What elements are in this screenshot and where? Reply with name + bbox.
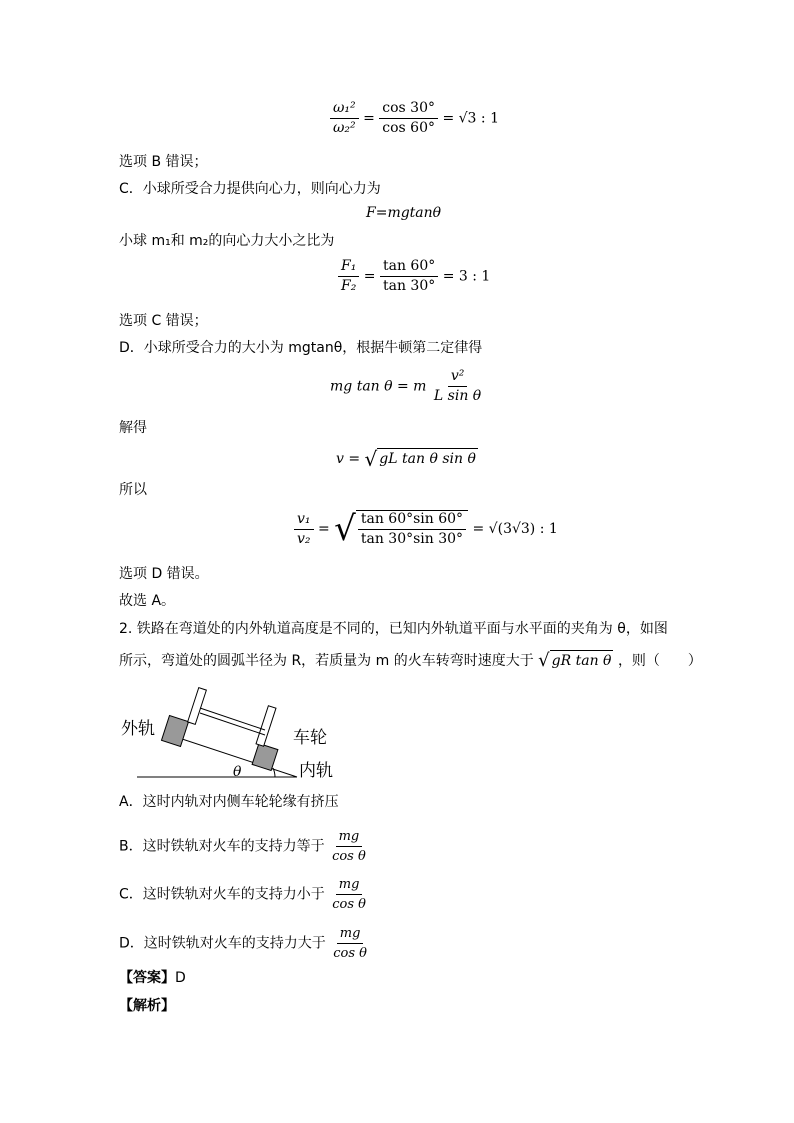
answer-label: 【答案】	[119, 970, 175, 986]
fraction	[294, 511, 314, 548]
square-root: √ gL tan θ sin θ	[364, 447, 476, 471]
denominator: cos θ	[333, 946, 367, 961]
text-line: 小球 m₁和 m₂的向心力大小之比为	[119, 233, 335, 249]
fraction	[329, 828, 369, 865]
numerator: mg	[337, 925, 364, 944]
text-line: 故选 A。	[119, 593, 176, 609]
result: = 3 : 1	[442, 268, 491, 285]
radicand: gR tan θ	[550, 650, 614, 672]
label-outer-rail: 外轨	[121, 719, 155, 738]
formula-newton	[330, 368, 484, 405]
result: = √(3√3) : 1	[472, 521, 558, 537]
question-text-part: 所示，弯道处的圆弧半径为 R，若质量为 m 的火车转弯时速度大于	[119, 653, 534, 669]
text-line: 选项 B 错误；	[119, 154, 208, 170]
text-line: C．小球所受合力提供向心力，则向心力为	[119, 181, 381, 197]
wheel-post-left	[188, 688, 207, 725]
denominator: tan 30°sin 30°	[360, 531, 464, 547]
text-line: 解得	[119, 420, 147, 436]
option-d	[119, 925, 370, 962]
analysis-line	[119, 996, 175, 1016]
numerator: tan 60°sin 60°	[358, 511, 466, 530]
question-text: 2. 铁路在弯道处的内外轨道高度是不同的，已知内外轨道平面与水平面的夹角为 θ，如图	[119, 621, 668, 637]
question-text	[119, 650, 702, 672]
numerator: v₁	[294, 511, 314, 530]
fraction	[330, 925, 370, 962]
axle	[200, 713, 265, 735]
text-line: D．小球所受合力的大小为 mgtanθ，根据牛顿第二定律得	[119, 340, 483, 356]
railway-figure	[115, 684, 355, 784]
option-text: D．这时铁轨对火车的支持力大于	[119, 935, 326, 952]
fraction	[358, 511, 466, 548]
text-line: 选项 C 错误；	[119, 313, 208, 329]
denominator: tan 30°	[382, 278, 436, 294]
label-inner-rail: 内轨	[299, 761, 333, 780]
track-slope	[167, 734, 297, 777]
numerator: mg	[336, 828, 363, 847]
square-root: √ $\frac{\tan 60^\circ\sin 60^\circ}{\tan 30^\circ\sin 30^\circ}$	[334, 510, 468, 548]
formula-omega-ratio	[330, 100, 499, 137]
denominator: cos θ	[332, 849, 366, 864]
numerator: ω₁²	[330, 100, 359, 119]
result: = √3 : 1	[442, 110, 499, 127]
denominator: v₂	[297, 530, 311, 547]
axle	[200, 708, 265, 730]
denominator: L sin θ	[433, 388, 482, 404]
formula-force-ratio: $\frac{\text{F₁}}{\text{F₂}}$ = $\frac{\tan 60^\circ}{\tan 30^\circ}$ = 3 : 1	[338, 258, 490, 295]
option-c	[119, 876, 369, 913]
numerator: F₁	[338, 258, 359, 277]
numerator: mg	[336, 876, 363, 895]
denominator: cos 60°	[382, 120, 435, 136]
denominator: F₂	[341, 278, 357, 294]
lhs: v =	[336, 451, 361, 467]
numerator: cos 30°	[379, 100, 438, 119]
numerator: tan 60°	[380, 258, 438, 277]
wheel-post-right	[256, 706, 276, 747]
fraction	[431, 368, 484, 405]
equals: =	[363, 110, 375, 127]
option-text: B．这时铁轨对火车的支持力等于	[119, 838, 325, 855]
square-root: √ gR tan θ	[538, 650, 612, 671]
fraction	[338, 258, 359, 295]
label-wheel: 车轮	[293, 728, 327, 747]
option-text: C．这时铁轨对火车的支持力小于	[119, 886, 325, 903]
option-b	[119, 828, 369, 865]
text-line: 选项 D 错误。	[119, 566, 209, 582]
formula-velocity-ratio: $\frac{\text{v₁}}{\text{v₂}}$ = √ $\frac{\tan 60^\circ\sin 60^\circ}{\tan 30^\circ\sin 30^\circ}$ = √(3√3) : 1	[294, 510, 558, 548]
outer-rail	[161, 716, 188, 747]
text-line: 所以	[119, 482, 147, 498]
fraction	[380, 258, 438, 295]
lhs: mg tan θ = m	[330, 378, 427, 395]
answer-line	[119, 968, 186, 988]
denominator: cos θ	[332, 897, 366, 912]
fraction	[330, 100, 359, 137]
option-a: A．这时内轨对内侧车轮轮缘有挤压	[119, 794, 339, 810]
radicand: gL tan θ sin θ	[377, 448, 478, 470]
formula-force: F=mgtanθ	[366, 205, 442, 221]
numerator: v²	[448, 368, 468, 387]
label-theta: θ	[233, 764, 242, 780]
fraction	[379, 100, 438, 137]
fraction	[329, 876, 369, 913]
analysis-label: 【解析】	[119, 998, 175, 1014]
question-text-part: ，则（ ）	[617, 653, 702, 669]
inner-rail	[252, 743, 278, 770]
answer-value: D	[175, 970, 186, 986]
denominator: ω₂²	[333, 120, 356, 136]
formula-velocity	[336, 448, 478, 470]
